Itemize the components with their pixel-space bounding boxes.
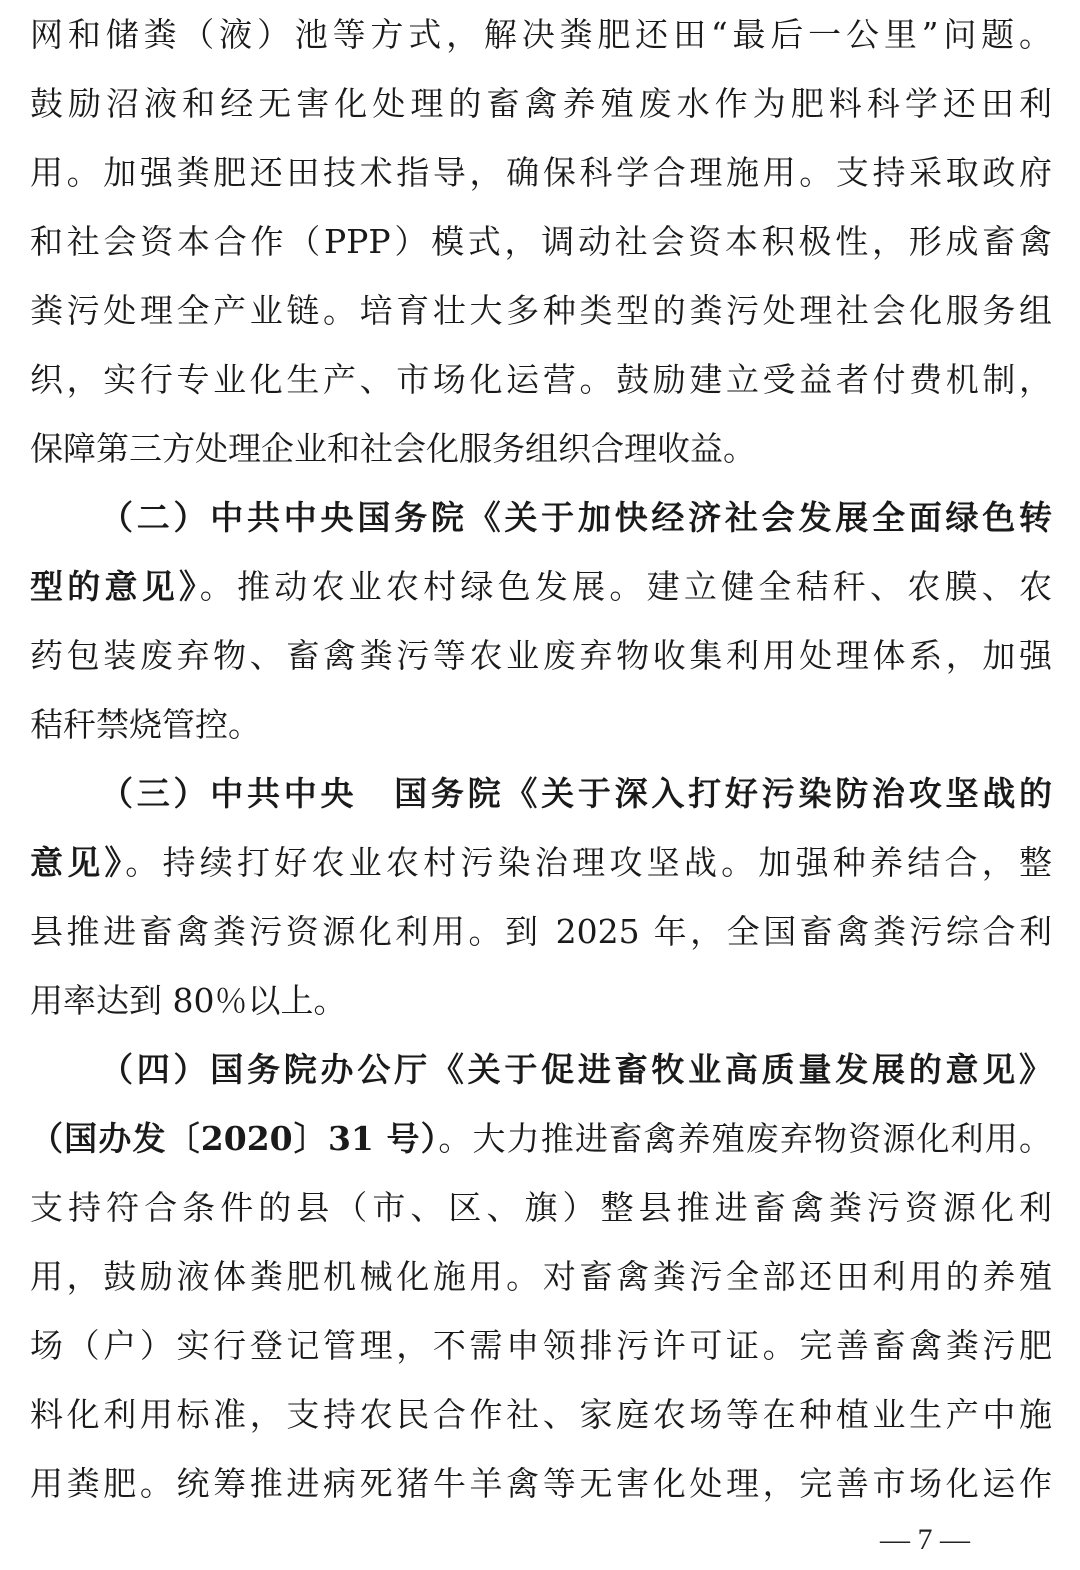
text-line	[30, 552, 1052, 621]
body-text: 。推动农业农村绿色发展。建立健全秸秆、农膜、农	[199, 567, 1053, 606]
text-line: 用粪肥。统筹推进病死猪牛羊禽等无害化处理，完善市场化运作	[30, 1464, 1052, 1503]
text-line: 粪污处理全产业链。培育壮大多种类型的粪污处理社会化服务组	[30, 291, 1052, 330]
text-line: 用率达到 80％以上。	[30, 981, 347, 1020]
text-line: 用。加强粪肥还田技术指导，确保科学合理施用。支持采取政府	[30, 153, 1052, 192]
text-line: 场（户）实行登记管理，不需申领排污许可证。完善畜禽粪污肥	[30, 1326, 1052, 1365]
text-line: 县推进畜禽粪污资源化利用。到 2025 年，全国畜禽粪污综合利	[30, 912, 1052, 951]
text-line: 支持符合条件的县（市、区、旗）整县推进畜禽粪污资源化利	[30, 1188, 1052, 1227]
section-heading-2	[30, 483, 1052, 552]
section-heading-text: （二）中共中央国务院《关于加快经济社会发展全面绿色转	[100, 498, 1052, 537]
text-line: 保障第三方处理企业和社会化服务组织合理收益。	[30, 429, 756, 468]
section-heading-4	[30, 1035, 1052, 1104]
section-heading-text: （国办发〔2020〕31 号）	[30, 1119, 439, 1158]
text-line: 和社会资本合作（PPP）模式，调动社会资本积极性，形成畜禽	[30, 222, 1052, 261]
text-line	[30, 1104, 1052, 1173]
section-heading-text: （三）中共中央 国务院《关于深入打好污染防治攻坚战的	[100, 774, 1052, 813]
section-heading-text: （四）国务院办公厅《关于促进畜牧业高质量发展的意见》	[100, 1050, 1052, 1089]
section-heading-text: 意见》	[30, 843, 126, 882]
text-line: 鼓励沼液和经无害化处理的畜禽养殖废水作为肥料科学还田利	[30, 84, 1052, 123]
text-line: 织，实行专业化生产、市场化运营。鼓励建立受益者付费机制，	[30, 360, 1052, 399]
page-number: — 7 —	[880, 1523, 970, 1556]
text-line: 秸秆禁烧管控。	[30, 705, 261, 744]
text-line: 料化利用标准，支持农民合作社、家庭农场等在种植业生产中施	[30, 1395, 1052, 1434]
text-line: 药包装废弃物、畜禽粪污等农业废弃物收集利用处理体系，加强	[30, 636, 1052, 675]
section-heading-text: 型的意见》	[30, 567, 200, 606]
text-line: 网和储粪（液）池等方式，解决粪肥还田“最后一公里”问题。	[30, 15, 1052, 54]
text-line: 用，鼓励液体粪肥机械化施用。对畜禽粪污全部还田利用的养殖	[30, 1257, 1052, 1296]
body-text: 。持续打好农业农村污染治理攻坚战。加强种养结合，整	[125, 843, 1053, 882]
text-line	[30, 828, 1052, 897]
section-heading-3	[30, 759, 1052, 828]
body-text: 。大力推进畜禽养殖废弃物资源化利用。	[438, 1119, 1052, 1158]
document-page	[30, 0, 1052, 1518]
